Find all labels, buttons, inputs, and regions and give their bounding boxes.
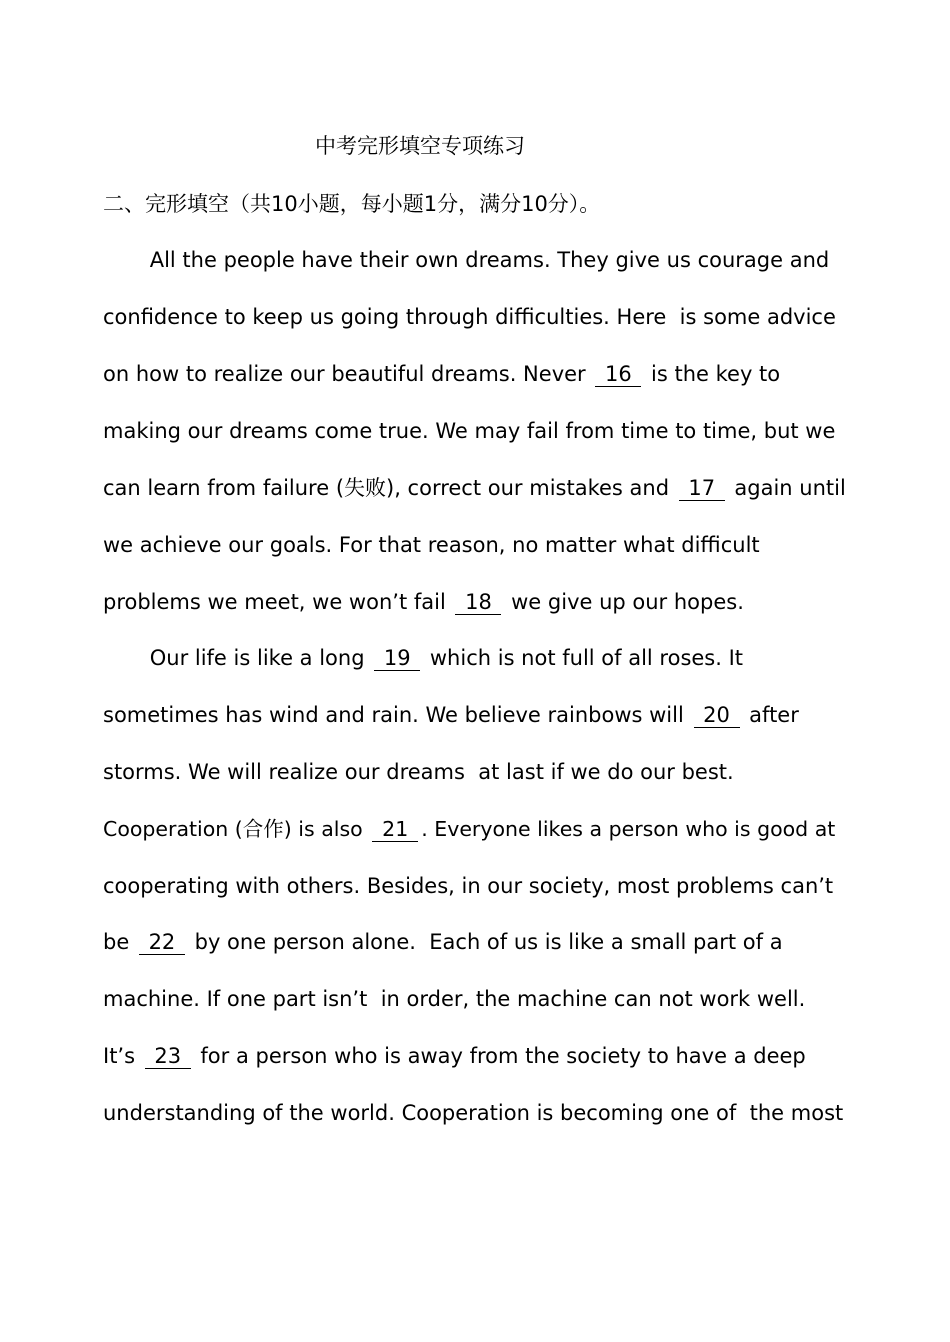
passage-line: confidence to keep us going through difficulties. Here is some advice — [103, 305, 836, 329]
blank-17: 17 — [679, 476, 725, 501]
passage-line: It’s 23 for a person who is away from the society to have a deep — [103, 1044, 806, 1068]
passage-line: storms. We will realize our dreams at last if we do our best. — [103, 760, 734, 784]
blank-19: 19 — [374, 646, 420, 671]
blank-23: 23 — [145, 1044, 191, 1069]
passage-line: on how to realize our beautiful dreams. Never 16 is the key to — [103, 362, 781, 386]
passage-line: All the people have their own dreams. They give us courage and — [103, 248, 830, 272]
passage-line: be 22 by one person alone. Each of us is like a small part of a — [103, 930, 783, 954]
section-heading: 二、完形填空（共10小题，每小题1分，满分10分）。 — [103, 192, 601, 216]
passage-line: we achieve our goals. For that reason, no matter what difficult — [103, 533, 760, 557]
blank-22: 22 — [139, 930, 185, 955]
passage-line: Cooperation (合作) is also 21 . Everyone likes a person who is good at — [103, 817, 836, 841]
blank-18: 18 — [455, 590, 501, 615]
passage-line: understanding of the world. Cooperation is becoming one of the most — [103, 1101, 844, 1125]
passage-line: cooperating with others. Besides, in our society, most problems can’t — [103, 874, 834, 898]
passage-line: making our dreams come true. We may fail from time to time, but we — [103, 419, 836, 443]
passage-line: can learn from failure (失败), correct our mistakes and 17 again until — [103, 476, 846, 500]
document-title: 中考完形填空专项练习 — [315, 134, 525, 158]
blank-20: 20 — [694, 703, 740, 728]
blank-21: 21 — [372, 817, 418, 842]
passage-line: machine. If one part isn’t in order, the machine can not work well. — [103, 987, 806, 1011]
passage-line: Our life is like a long 19 which is not full of all roses. It — [103, 646, 744, 670]
passage-line: problems we meet, we won’t fail 18 we give up our hopes. — [103, 590, 744, 614]
passage-line: sometimes has wind and rain. We believe rainbows will 20 after — [103, 703, 799, 727]
blank-16: 16 — [595, 362, 641, 387]
